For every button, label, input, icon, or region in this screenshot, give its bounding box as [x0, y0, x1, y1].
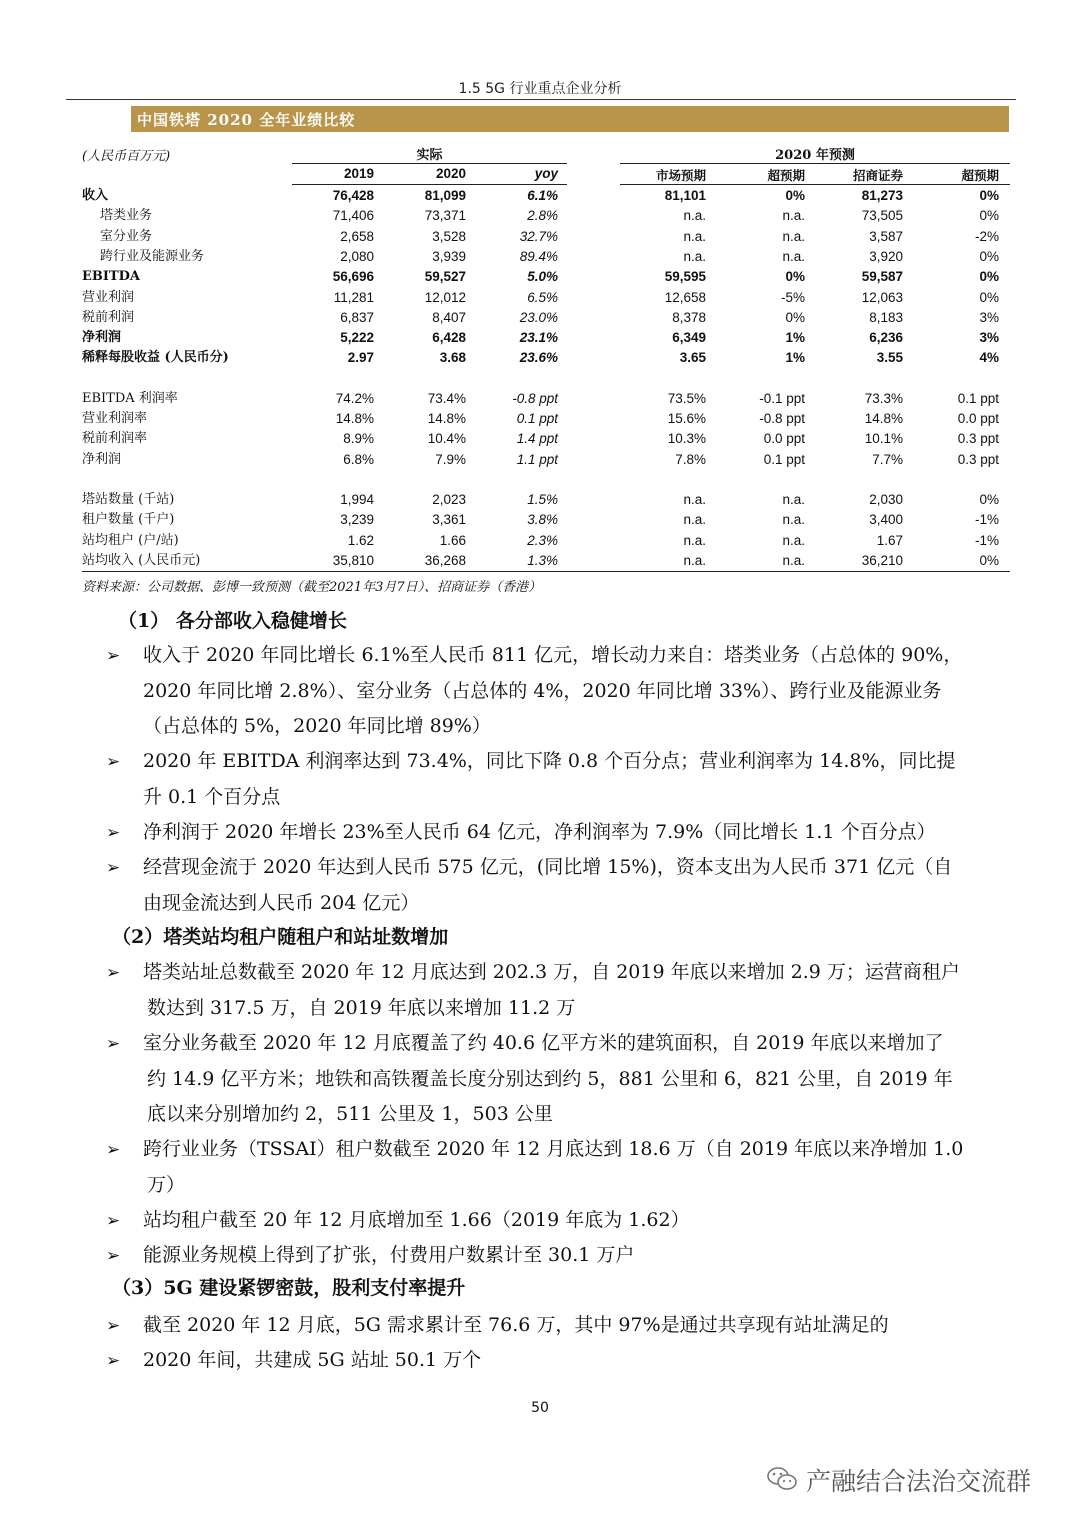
table-cell: 36,210	[861, 552, 903, 568]
table-cell: n.a.	[782, 532, 805, 548]
table-cell: 6,349	[672, 330, 706, 346]
table-cell: 0.3 ppt	[957, 451, 999, 467]
table-cell: 0%	[979, 552, 999, 568]
table-cell: 14.8%	[864, 411, 903, 426]
table-cell: 0%	[979, 289, 999, 305]
table-bottom-rule	[82, 571, 1010, 572]
column-header: 2019	[343, 166, 374, 181]
table-cell: -1%	[974, 532, 999, 548]
table-cell: 3,528	[432, 228, 466, 244]
table-cell: 76,428	[332, 188, 374, 203]
bullet-arrow-icon: ➢	[106, 823, 121, 843]
table-cell: 7.9%	[435, 451, 466, 467]
page-header: 1.5 5G 行业重点企业分析	[458, 81, 622, 97]
table-cell: 0%	[979, 491, 999, 507]
table-cell: 12,658	[664, 289, 706, 305]
bullet-line: 2020 年 EBITDA 利润率达到 73.4%，同比下降 0.8 个百分点；营业利润率为 14.8%，同比提	[143, 750, 956, 772]
table-cell: 3.55	[876, 350, 903, 366]
row-label: 营业利润率	[82, 411, 148, 426]
group-header-actual: 实际	[416, 148, 443, 163]
table-cell: -0.8 ppt	[759, 411, 805, 426]
table-cell: n.a.	[782, 552, 805, 568]
column-header: 超预期	[767, 168, 805, 183]
row-label: 净利润	[82, 451, 122, 467]
table-cell: 0.0 ppt	[763, 431, 805, 447]
bullet-line: 塔类站址总数截至 2020 年 12 月底达到 202.3 万，自 2019 年底以来增加 2.9 万；运营商租户	[143, 961, 960, 983]
table-cell: 73,505	[861, 208, 903, 224]
table-cell: n.a.	[782, 491, 805, 507]
column-header: 2020	[435, 166, 466, 181]
table-cell: 0.3 ppt	[957, 431, 999, 447]
table-cell: 2.8%	[527, 208, 558, 224]
table-cell: 6,236	[869, 330, 903, 346]
bullet-line: 万）	[147, 1173, 186, 1196]
table-cell: 3,400	[869, 512, 903, 528]
table-cell: 8,183	[869, 309, 903, 325]
table-unit: (人民币百万元)	[82, 149, 171, 164]
table-cell: 10.1%	[864, 431, 903, 447]
table-cell: 2,080	[340, 248, 374, 264]
bullet-line: 2020 年同比增 2.8%）、室分业务（占总体的 4%，2020 年同比增 33%）、跨行业及能源业务	[143, 679, 942, 702]
bullet-line: 截至 2020 年 12 月底，5G 需求累计至 76.6 万，其中 97%是通过共享现有站址满足的	[143, 1314, 889, 1336]
table-cell: 1.3%	[527, 552, 558, 568]
table-cell: 6.1%	[527, 188, 558, 203]
table-cell: 0.0 ppt	[957, 411, 999, 426]
table-cell: 12,012	[424, 289, 466, 305]
header-rule	[66, 99, 1016, 100]
table-cell: 8,407	[432, 309, 466, 325]
table-cell: 1.67	[876, 532, 903, 548]
table-cell: 6,837	[340, 309, 374, 325]
bullet-arrow-icon: ➢	[106, 1246, 121, 1266]
table-cell: 3%	[979, 330, 999, 346]
row-label: 租户数量 (千户)	[82, 512, 175, 528]
table-cell: 5,222	[340, 330, 374, 346]
bullet-line: 站均租户截至 20 年 12 月底增加至 1.66（2019 年底为 1.62）	[143, 1209, 690, 1231]
bullet-line: 升 0.1 个百分点	[143, 785, 281, 808]
bullet-line: 约 14.9 亿平方米；地铁和高铁覆盖长度分别达到约 5，881 公里和 6，821 公里，自 2019 年	[147, 1067, 953, 1090]
table-cell: 2,658	[340, 228, 374, 244]
table-cell: 14.8%	[427, 411, 466, 426]
table-cell: 0%	[979, 188, 999, 203]
table-cell: 10.4%	[427, 431, 466, 447]
table-cell: n.a.	[782, 248, 805, 264]
table-cell: 6.5%	[527, 289, 558, 305]
table-cell: 3,939	[432, 248, 466, 264]
table-cell: 59,527	[424, 269, 466, 285]
table-cell: 0%	[979, 208, 999, 224]
rule-forecast	[620, 163, 1010, 164]
table-cell: 3%	[979, 309, 999, 325]
column-header: 招商证券	[852, 168, 903, 183]
table-cell: 56,696	[332, 269, 374, 285]
bullet-arrow-icon: ➢	[106, 1034, 121, 1054]
row-label: 站均租户 (户/站)	[82, 532, 179, 548]
table-cell: 1.62	[347, 532, 374, 548]
table-cell: 5.0%	[527, 269, 558, 285]
table-cell: 6,428	[432, 330, 466, 346]
table-cell: 3.8%	[527, 512, 558, 528]
bullet-line: 收入于 2020 年同比增长 6.1%至人民币 811 亿元，增长动力来自：塔类业务（占总体的 90%，	[143, 644, 963, 666]
table-cell: 0.1 ppt	[957, 390, 999, 406]
table-cell: 0%	[979, 248, 999, 264]
table-cell: n.a.	[683, 552, 706, 568]
table-cell: 3,587	[869, 228, 903, 244]
table-cell: 1%	[785, 330, 805, 346]
bullet-line: 底以来分别增加约 2，511 公里及 1，503 公里	[147, 1103, 553, 1125]
table-cell: n.a.	[782, 228, 805, 244]
section-heading: （3）5G 建设紧锣密鼓，股利支付率提升	[112, 1277, 466, 1299]
bullet-line: 跨行业业务（TSSAI）租户数截至 2020 年 12 月底达到 18.6 万（自 2019 年底以来净增加 1.0	[143, 1138, 964, 1160]
table-cell: 2.97	[347, 350, 374, 366]
table-cell: 3.68	[439, 350, 466, 366]
table-cell: 2.3%	[527, 532, 558, 548]
table-cell: -1%	[974, 512, 999, 528]
table-cell: 89.4%	[519, 248, 558, 264]
table-cell: 3,361	[432, 512, 466, 528]
wechat-icon	[766, 1465, 798, 1493]
table-cell: 8.9%	[343, 431, 374, 447]
row-label: 稀释每股收益 (人民币分)	[82, 350, 229, 366]
table-cell: 73.3%	[864, 390, 903, 406]
column-header: 超预期	[961, 168, 999, 183]
table-cell: 2,030	[869, 491, 903, 507]
table-cell: 12,063	[861, 289, 903, 305]
table-cell: 1.66	[439, 532, 466, 548]
bullet-line: 经营现金流于 2020 年达到人民币 575 亿元，(同比增 15%)，资本支出为人民币 371 亿元（自	[143, 856, 953, 878]
table-cell: 35,810	[332, 552, 374, 568]
table-cell: n.a.	[683, 228, 706, 244]
table-cell: 1.5%	[527, 491, 558, 507]
table-cell: 1.4 ppt	[516, 431, 558, 447]
group-header-forecast: 2020 年预测	[775, 148, 855, 163]
bullet-arrow-icon: ➢	[106, 752, 121, 772]
table-cell: 0%	[785, 309, 805, 325]
bullet-arrow-icon: ➢	[106, 858, 121, 878]
table-cell: 15.6%	[667, 411, 706, 426]
table-cell: 3.65	[679, 350, 706, 366]
rule-colhead-forecast	[620, 184, 1010, 185]
table-cell: -5%	[780, 289, 805, 305]
table-cell: -0.8 ppt	[512, 390, 558, 406]
rule-colhead-actual	[292, 184, 567, 185]
table-cell: 10.3%	[667, 431, 706, 447]
table-cell: 23.6%	[519, 350, 558, 366]
table-cell: 73.5%	[667, 390, 706, 406]
table-cell: 59,595	[664, 269, 706, 285]
page-number: 50	[531, 1400, 549, 1416]
table-cell: 1.1 ppt	[516, 451, 558, 467]
table-cell: 36,268	[424, 552, 466, 568]
bullet-arrow-icon: ➢	[106, 1351, 121, 1371]
bullet-arrow-icon: ➢	[106, 963, 121, 983]
table-cell: 59,587	[861, 269, 903, 285]
bullet-arrow-icon: ➢	[106, 1316, 121, 1336]
bullet-line: 由现金流达到人民币 204 亿元）	[143, 891, 420, 914]
row-label: EBITDA 利润率	[82, 390, 178, 406]
table-cell: n.a.	[683, 532, 706, 548]
bullet-arrow-icon: ➢	[106, 1211, 121, 1231]
row-label: 净利润	[82, 330, 122, 346]
table-cell: n.a.	[683, 512, 706, 528]
table-cell: -2%	[974, 228, 999, 244]
section-heading: （1） 各分部收入稳健增长	[118, 610, 347, 632]
table-cell: 6.8%	[343, 451, 374, 467]
bullet-line: 能源业务规模上得到了扩张，付费用户数累计至 30.1 万户	[143, 1244, 635, 1266]
table-cell: 1%	[785, 350, 805, 366]
table-cell: 73.4%	[427, 390, 466, 406]
table-cell: -0.1 ppt	[759, 390, 805, 406]
bullet-line: 数达到 317.5 万，自 2019 年底以来增加 11.2 万	[147, 996, 576, 1019]
bullet-line: 室分业务截至 2020 年 12 月底覆盖了约 40.6 亿平方米的建筑面积，自 2019 年底以来增加了	[143, 1032, 944, 1054]
table-cell: 23.0%	[519, 309, 558, 325]
column-header: yoy	[534, 166, 558, 181]
row-label: 税前利润	[82, 309, 135, 325]
table-cell: 11,281	[333, 289, 374, 305]
table-cell: 0.1 ppt	[516, 411, 558, 426]
table-cell: 81,273	[861, 188, 903, 203]
table-cell: 0.1 ppt	[763, 451, 805, 467]
row-label: 塔站数量 (千站)	[82, 491, 175, 507]
table-title-bar	[131, 106, 1009, 132]
table-cell: 23.1%	[519, 330, 558, 346]
row-label: 营业利润	[82, 289, 135, 305]
table-cell: n.a.	[683, 248, 706, 264]
row-label: EBITDA	[82, 269, 141, 285]
bullet-line: 2020 年间，共建成 5G 站址 50.1 万个	[143, 1349, 482, 1371]
rule-actual	[292, 163, 567, 164]
table-cell: 7.8%	[675, 451, 706, 467]
table-cell: 8,378	[672, 309, 706, 325]
table-cell: n.a.	[782, 512, 805, 528]
table-cell: 7.7%	[872, 451, 903, 467]
table-cell: 2,023	[432, 491, 466, 507]
table-cell: 71,406	[332, 208, 374, 224]
table-cell: 81,099	[424, 188, 466, 203]
table-title: 中国铁塔 2020 全年业绩比较	[137, 111, 356, 129]
table-cell: 1,994	[340, 491, 374, 507]
table-cell: n.a.	[782, 208, 805, 224]
bullet-line: 净利润于 2020 年增长 23%至人民币 64 亿元，净利润率为 7.9%（同比增长 1.1 个百分点）	[143, 821, 936, 843]
row-label: 室分业务	[100, 228, 153, 244]
table-cell: 73,371	[424, 208, 466, 224]
bullet-arrow-icon: ➢	[106, 646, 121, 666]
table-cell: 4%	[979, 350, 999, 366]
table-cell: 3,239	[340, 512, 374, 528]
table-cell: 74.2%	[335, 390, 374, 406]
table-cell: 32.7%	[519, 228, 558, 244]
watermark-text: 产融结合法治交流群	[806, 1467, 1032, 1496]
bullet-line: （占总体的 5%，2020 年同比增 89%）	[143, 715, 491, 737]
row-label: 塔类业务	[100, 208, 153, 224]
section-heading: （2）塔类站均租户随租户和站址数增加	[112, 926, 449, 948]
table-cell: n.a.	[683, 491, 706, 507]
table-cell: 81,101	[664, 188, 706, 203]
table-cell: 3,920	[869, 248, 903, 264]
table-source: 资料来源：公司数据、彭博一致预测（截至2021年3月7日）、招商证券（香港）	[82, 580, 542, 595]
bullet-arrow-icon: ➢	[106, 1140, 121, 1160]
row-label: 税前利润率	[82, 431, 148, 447]
column-header: 市场预期	[655, 168, 706, 183]
row-label: 跨行业及能源业务	[100, 248, 205, 264]
table-cell: 14.8%	[335, 411, 374, 426]
row-label: 收入	[82, 188, 109, 203]
table-cell: 0%	[785, 269, 805, 285]
table-cell: 0%	[785, 188, 805, 203]
row-label: 站均收入 (人民币元)	[82, 552, 201, 568]
table-cell: n.a.	[683, 208, 706, 224]
table-cell: 0%	[979, 269, 999, 285]
